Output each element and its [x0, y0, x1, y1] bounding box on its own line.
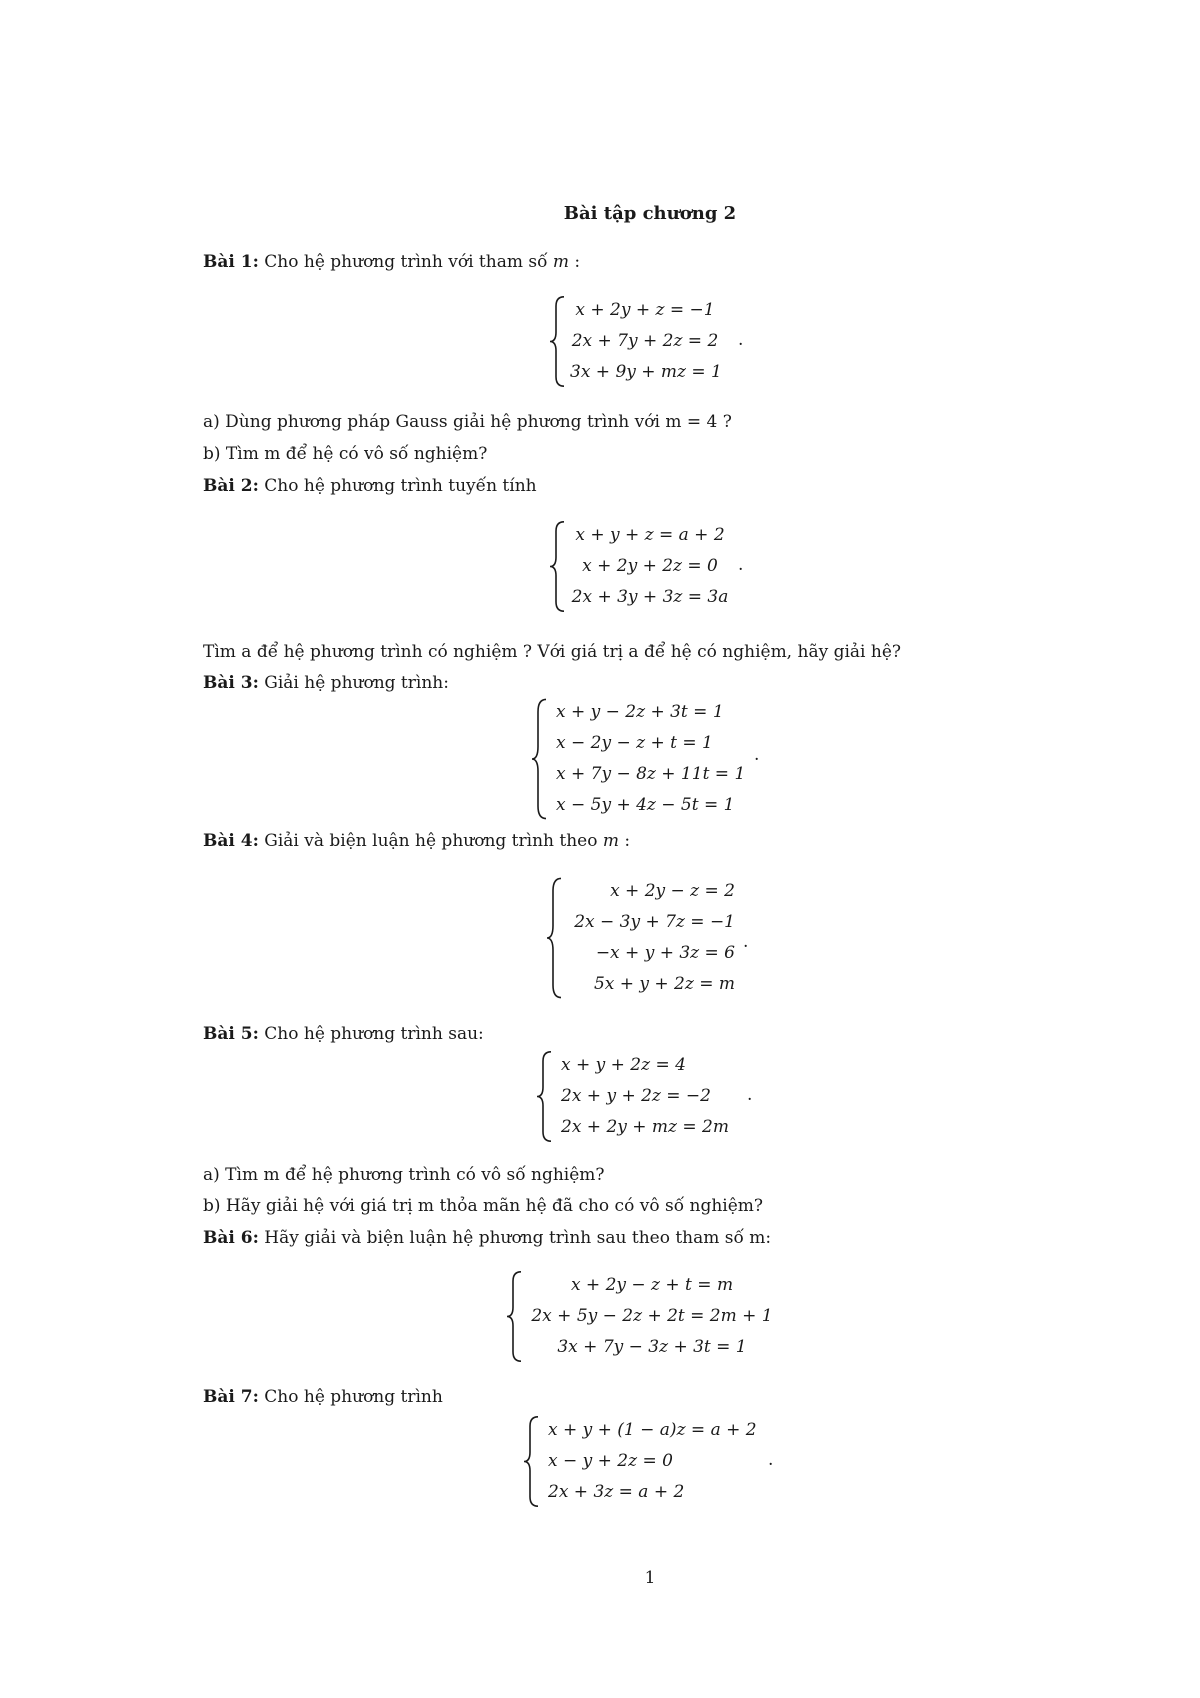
equation: −x + y + 3z = 6 — [595, 943, 735, 963]
bai7-label: Bài 7: — [203, 1387, 259, 1407]
equation: x + 7y − 8z + 11t = 1 — [556, 764, 746, 784]
equation: 3x + 9y + mz = 1 — [570, 362, 722, 382]
bai1-var: m — [552, 252, 570, 272]
left-brace — [548, 295, 570, 388]
page-title: Bài tập chương 2 — [563, 203, 737, 224]
bai6-label: Bài 6: — [203, 1228, 259, 1248]
bai5-question-b: b) Hãy giải hệ với giá trị m thỏa mãn hệ đã cho có vô số nghiệm? — [203, 1196, 764, 1216]
equation: x − y + 2z = 0 — [548, 1451, 673, 1471]
bai5-text: Cho hệ phương trình sau: — [258, 1024, 484, 1044]
left-brace — [545, 876, 567, 1000]
bai4-label: Bài 4: — [203, 831, 259, 851]
equation: x + y − 2z + 3t = 1 — [556, 702, 724, 722]
bai1-question-a: a) Dùng phương pháp Gauss giải hệ phương trình với m = 4 ? — [203, 412, 732, 432]
equation: x + y + z = a + 2 — [575, 525, 725, 545]
bai6-heading — [203, 1226, 771, 1250]
left-brace — [530, 697, 552, 821]
bai3-heading — [203, 671, 449, 695]
bai5-label: Bài 5: — [203, 1024, 259, 1044]
equation: x + 2y + z = −1 — [575, 300, 715, 320]
bai7-system — [522, 1415, 778, 1508]
bai1-system — [548, 295, 720, 388]
bai7-text: Cho hệ phương trình — [258, 1387, 443, 1407]
equation: x − 5y + 4z − 5t = 1 — [556, 795, 735, 815]
bai5-heading — [203, 1022, 484, 1046]
bai4-var: m — [602, 831, 619, 851]
bai4-tail: : — [618, 831, 631, 851]
bai7-heading — [203, 1385, 443, 1409]
equation: 5x + y + 2z = m — [593, 974, 735, 994]
bai6-text: Hãy giải và biện luận hệ phương trình sau theo tham số m: — [258, 1228, 772, 1248]
equation: 3x + 7y − 3z + 3t = 1 — [557, 1337, 747, 1357]
left-brace — [522, 1415, 544, 1508]
equation: 2x + 7y + 2z = 2 — [571, 331, 719, 351]
period: . — [738, 330, 744, 350]
bai2-heading — [203, 474, 537, 498]
equation: x + 2y + 2z = 0 — [582, 556, 718, 576]
period: . — [743, 932, 749, 952]
equation: 2x − 3y + 7z = −1 — [574, 912, 735, 932]
period: . — [747, 1085, 753, 1105]
bai4-heading — [203, 829, 630, 853]
equation: x − 2y − z + t = 1 — [556, 733, 713, 753]
bai3-text: Giải hệ phương trình: — [258, 673, 449, 693]
equation: x + y + (1 − a)z = a + 2 — [548, 1420, 757, 1440]
bai1-question-b: b) Tìm m để hệ có vô số nghiệm? — [203, 444, 488, 464]
bai2-text: Cho hệ phương trình tuyến tính — [258, 476, 537, 496]
bai2-label: Bài 2: — [203, 476, 259, 496]
equation: 2x + 3z = a + 2 — [548, 1482, 685, 1502]
equation: 2x + 5y − 2z + 2t = 2m + 1 — [531, 1306, 773, 1326]
bai1-label: Bài 1: — [203, 252, 259, 272]
period: . — [754, 745, 760, 765]
equation: x + y + 2z = 4 — [561, 1055, 686, 1075]
bai2-question: Tìm a để hệ phương trình có nghiệm ? Với giá trị a để hệ có nghiệm, hãy giải hệ? — [203, 642, 902, 662]
left-brace — [548, 520, 570, 613]
bai5-system — [535, 1050, 741, 1143]
equation: 2x + 2y + mz = 2m — [561, 1117, 729, 1137]
left-brace — [535, 1050, 557, 1143]
bai4-text: Giải và biện luận hệ phương trình theo — [258, 831, 603, 851]
bai5-question-a: a) Tìm m để hệ phương trình có vô số nghiệm? — [203, 1165, 605, 1185]
equation: 2x + 3y + 3z = 3a — [571, 587, 729, 607]
period: . — [768, 1450, 774, 1470]
bai1-heading — [203, 250, 580, 274]
bai4-system — [545, 876, 735, 1000]
equation: x + 2y − z + t = m — [570, 1275, 734, 1295]
bai6-system — [505, 1270, 777, 1363]
left-brace — [505, 1270, 527, 1363]
bai1-tail: : — [569, 252, 581, 272]
page-number: 1 — [644, 1568, 656, 1588]
equation: 2x + y + 2z = −2 — [561, 1086, 711, 1106]
period: . — [738, 555, 744, 575]
equation: x + 2y − z = 2 — [610, 881, 735, 901]
bai2-system — [548, 520, 730, 613]
bai3-system — [530, 697, 756, 821]
bai3-label: Bài 3: — [203, 673, 259, 693]
bai1-text: Cho hệ phương trình với tham số — [258, 252, 553, 272]
